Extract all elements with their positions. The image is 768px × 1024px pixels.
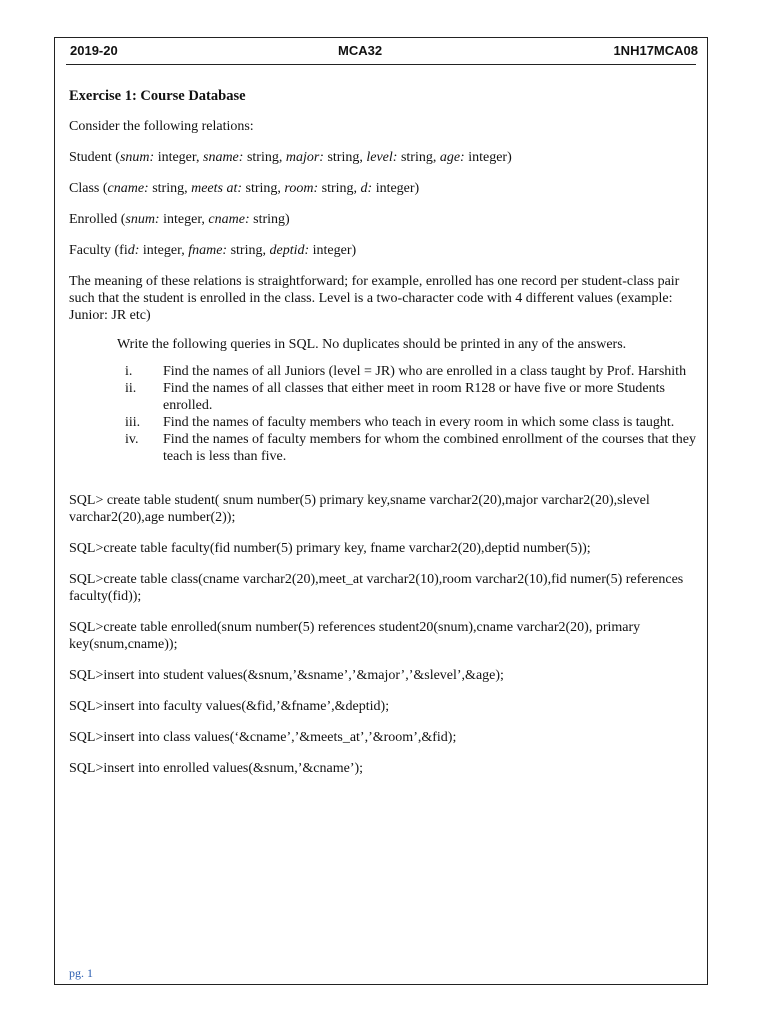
- header-course: MCA32: [338, 43, 383, 58]
- relation-student: Student (snum: integer, sname: string, major: string, level: string, age: integer): [69, 150, 512, 165]
- header-divider: [66, 64, 696, 65]
- sql-statement: SQL>insert into faculty values(&fid,’&fname’,&deptid);: [69, 699, 390, 714]
- header-usn: 1NH17MCA08: [613, 43, 698, 58]
- sql-statement: SQL> create table student( snum number(5) primary key,sname varchar2(20),major varchar2(20),slevel varchar2(20),age number(2));: [69, 493, 650, 525]
- meaning-paragraph: The meaning of these relations is straightforward; for example, enrolled has one record per student-class pair such that the student is enrolled in the class. Level is a two-character code with 4 different values (example: Junior: JR etc): [69, 274, 680, 323]
- header-year: 2019-20: [70, 43, 118, 58]
- sql-statement: SQL>create table enrolled(snum number(5) references student20(snum),cname varchar2(20), primary key(snum,cname));: [69, 620, 641, 652]
- sql-statement: SQL>create table faculty(fid number(5) primary key, fname varchar2(20),deptid number(5));: [69, 541, 591, 556]
- page-header: [70, 43, 698, 63]
- sql-statement: SQL>insert into student values(&snum,’&sname’,’&major’,’&slevel’,&age);: [69, 668, 504, 683]
- exercise-title: Exercise 1: Course Database: [69, 88, 246, 104]
- page-number: pg. 1: [69, 966, 93, 980]
- list-item: iii. Find the names of faculty members who teach in every room in which some class is taught.: [125, 415, 675, 430]
- relation-enrolled: Enrolled (snum: integer, cname: string): [69, 212, 290, 227]
- sql-statement: SQL>insert into class values(‘&cname’,’&meets_at’,’&room’,&fid);: [69, 730, 457, 745]
- sql-section: [69, 492, 699, 777]
- sql-statement: SQL>insert into enrolled values(&snum,’&cname’);: [69, 761, 364, 776]
- sql-statement: SQL>create table class(cname varchar2(20),meet_at varchar2(10),room varchar2(10),fid numer(5) references faculty(fid));: [69, 572, 684, 604]
- list-item: ii. Find the names of all classes that either meet in room R128 or have five or more Students enrolled.: [125, 381, 665, 413]
- document-body: [69, 88, 699, 791]
- relation-class: Class (cname: string, meets at: string, room: string, d: integer): [69, 181, 420, 196]
- query-list: [69, 363, 699, 465]
- relation-faculty: Faculty (fid: integer, fname: string, deptid: integer): [69, 243, 357, 258]
- instruction-text: Write the following queries in SQL. No duplicates should be printed in any of the answers.: [117, 337, 627, 352]
- list-item: i. Find the names of all Juniors (level = JR) who are enrolled in a class taught by Prof. Harshith: [125, 364, 687, 379]
- intro-text: Consider the following relations:: [69, 119, 254, 134]
- list-item: iv. Find the names of faculty members for whom the combined enrollment of the courses that they teach is less than five.: [125, 432, 697, 464]
